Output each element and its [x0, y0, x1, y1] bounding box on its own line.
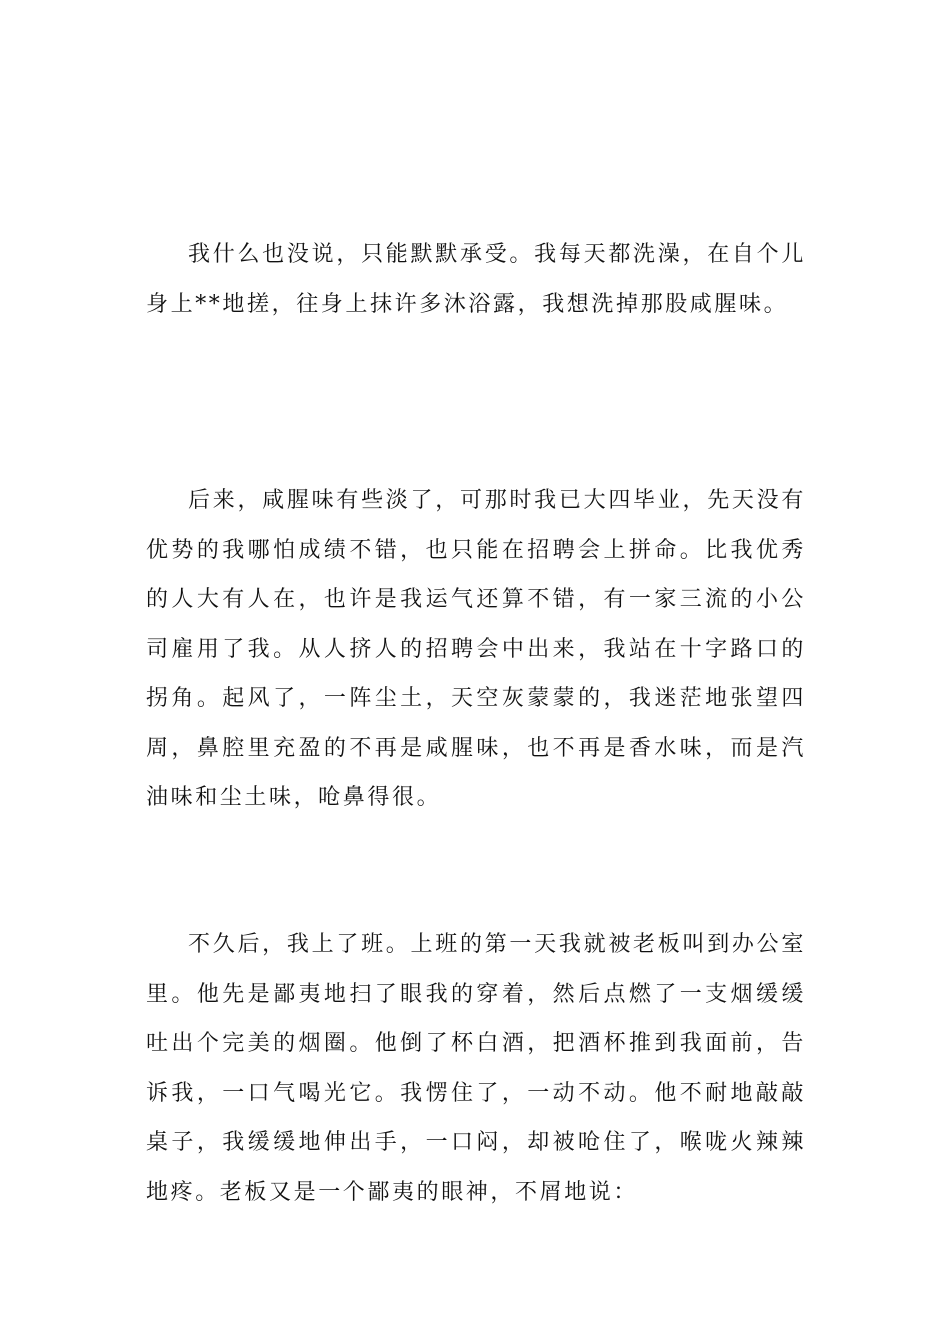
paragraph-3: 不久后，我上了班。上班的第一天我就被老板叫到办公室里。他先是鄙夷地扫了眼我的穿着，然后点燃了一支烟缓缓吐出个完美的烟圈。他倒了杯白酒，把酒杯推到我面前，告诉我，一口气喝光它。我愣住了，一动不动。他不耐地敲敲桌子，我缓缓地伸出手，一口闷，却被呛住了，喉咙火辣辣地疼。老板又是一个鄙夷的眼神，不屑地说：: [146, 932, 806, 1205]
paragraph-2: 后来，咸腥味有些淡了，可那时我已大四毕业，先天没有优势的我哪怕成绩不错，也只能在招聘会上拼命。比我优秀的人大有人在，也许是我运气还算不错，有一家三流的小公司雇用了我。从人挤人的招聘会中出来，我站在十字路口的拐角。起风了，一阵尘土，天空灰蒙蒙的，我迷茫地张望四周，鼻腔里充盈的不再是咸腥味，也不再是香水味，而是汽油味和尘土味，呛鼻得很。: [146, 488, 806, 810]
paragraph-1: 我什么也没说，只能默默承受。我每天都洗澡，在自个儿身上**地搓，往身上抹许多沐浴露，我想洗掉那股咸腥味。: [146, 242, 806, 317]
